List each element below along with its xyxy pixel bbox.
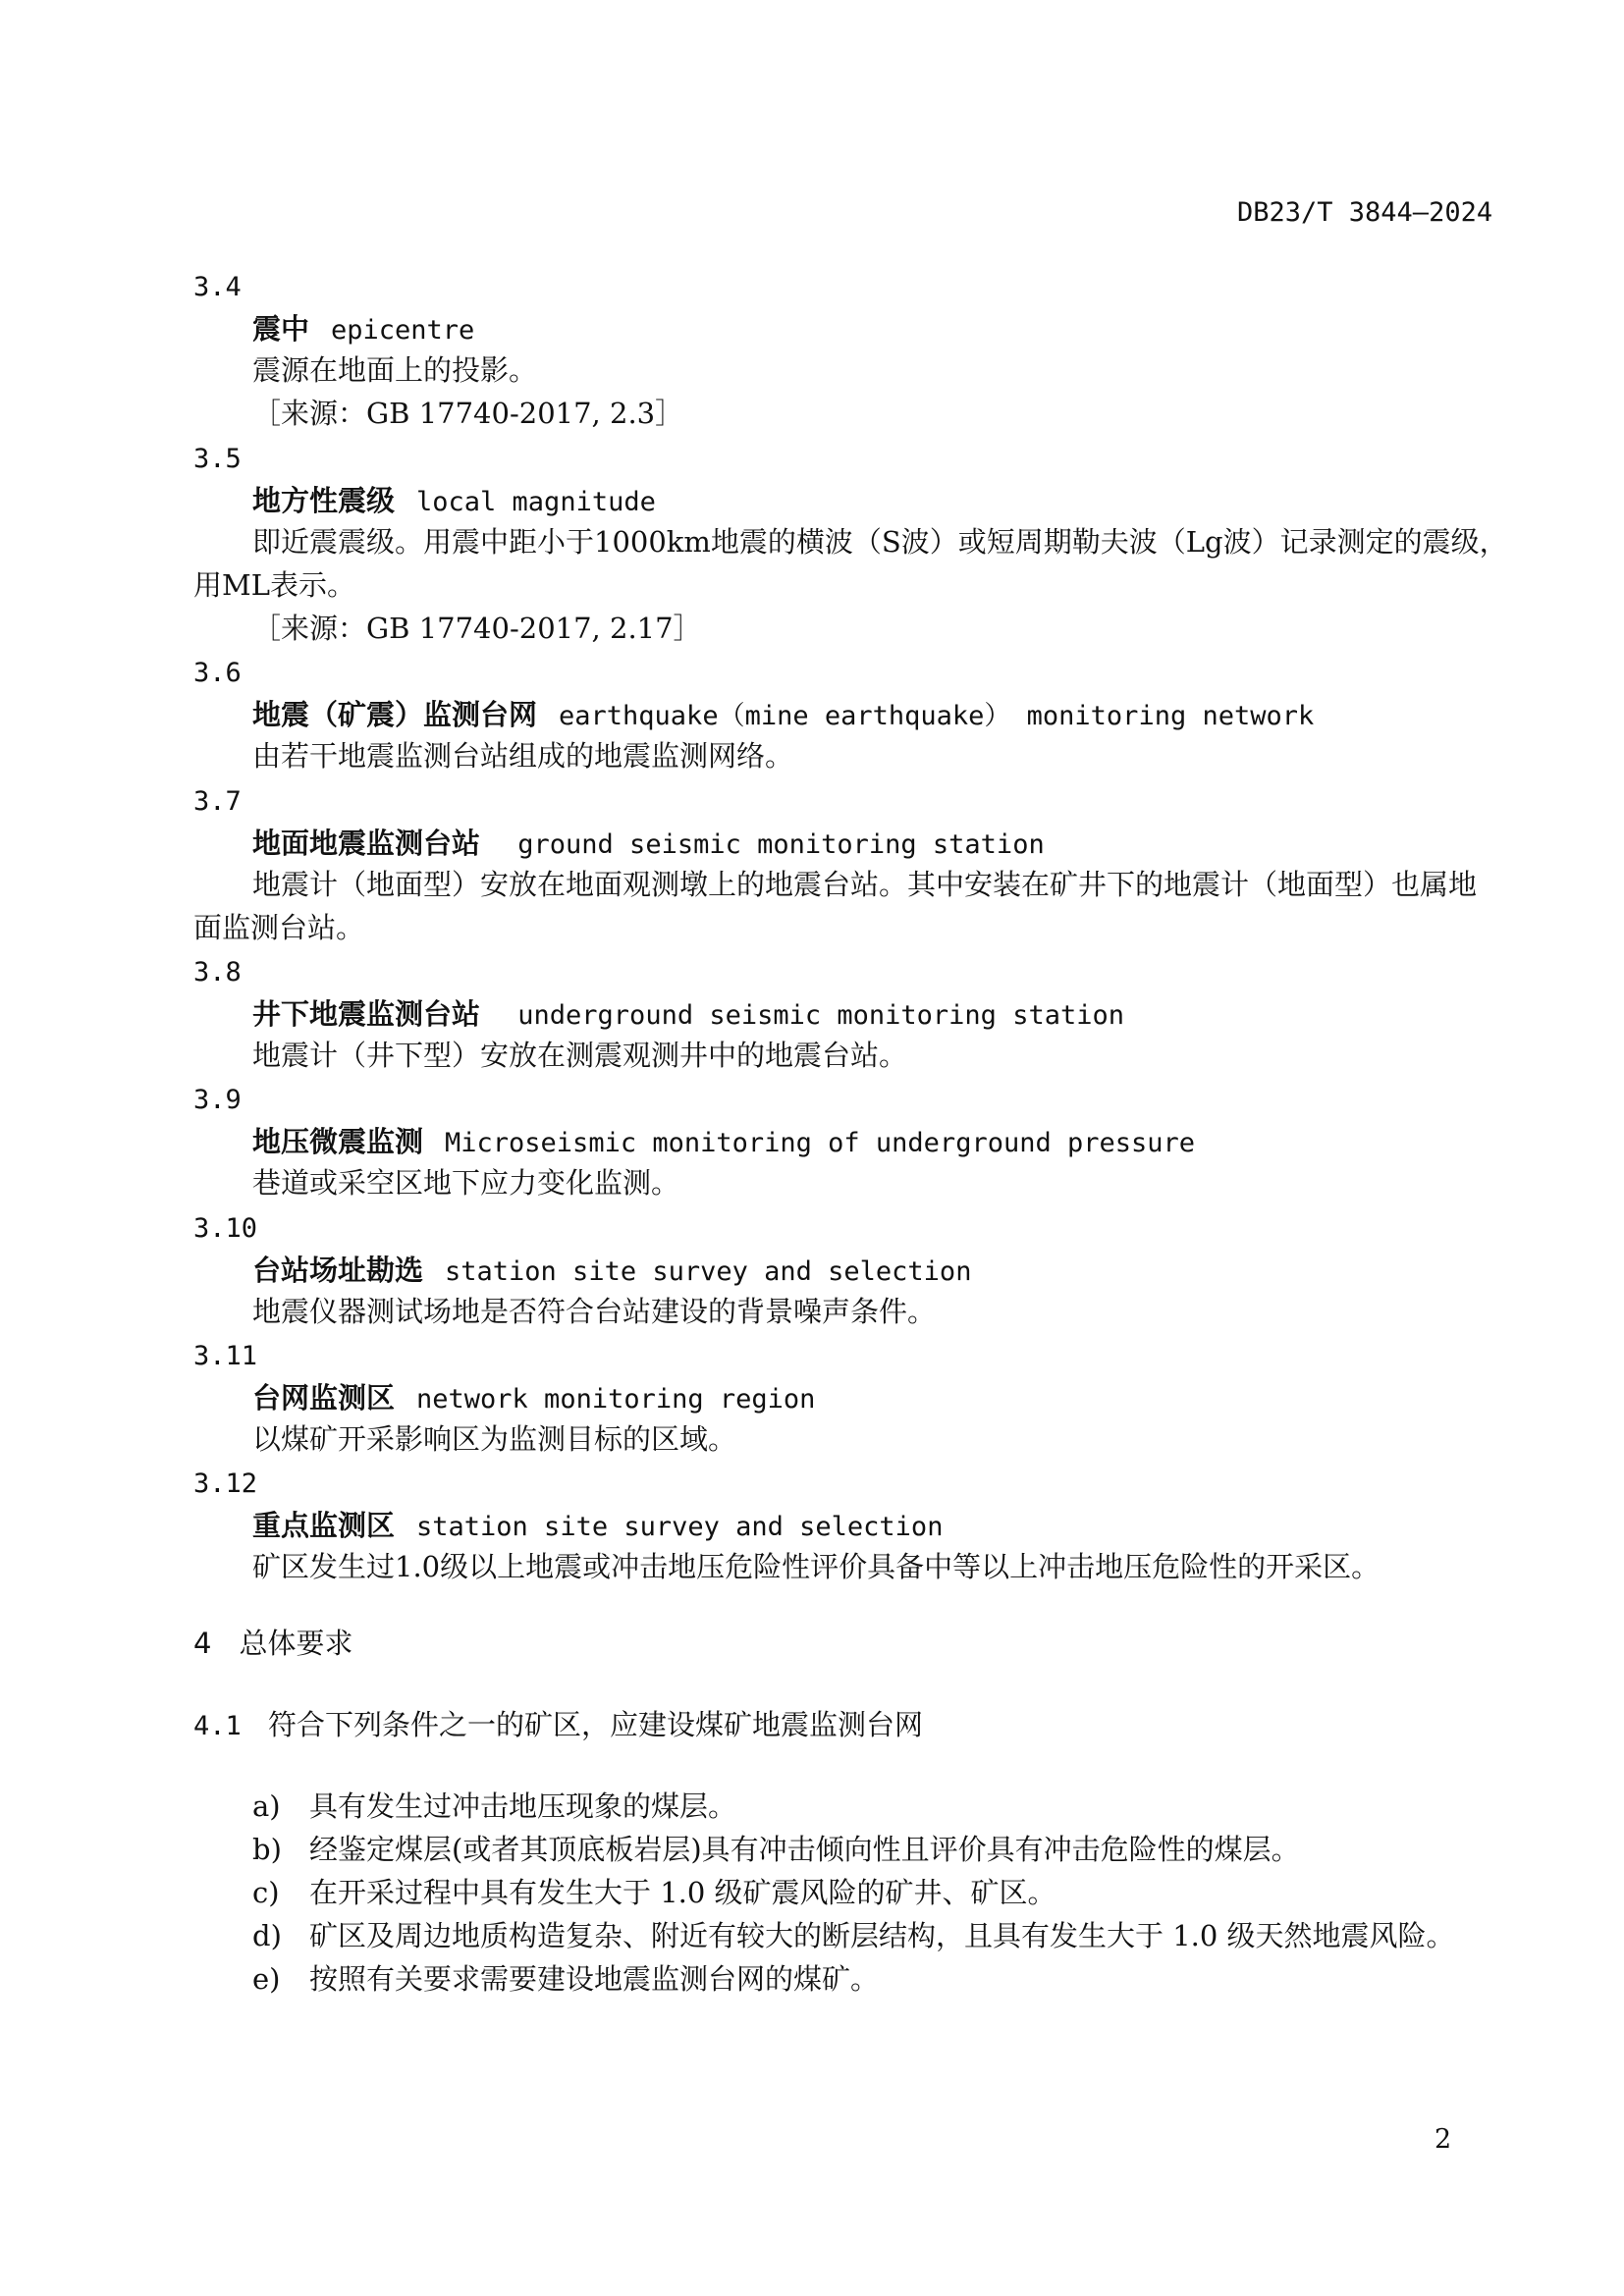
term-zh: 地面地震监测台站 [252,827,481,860]
term-en: network monitoring region [416,1384,816,1415]
list-item [252,1919,1455,1952]
term-number: 3.8 [193,957,242,988]
section-title: 总体要求 [239,1627,353,1660]
list-text: 矿区及周边地质构造复杂、附近有较大的断层结构，且具有发生大于 1.0 级天然地震风险。 [309,1919,1455,1952]
list-text: 在开采过程中具有发生大于 1.0 级矿震风险的矿井、矿区。 [309,1876,1056,1909]
doc-code: DB23/T 3844—2024 [1237,197,1493,228]
term-number: 3.10 [193,1213,258,1244]
subsection-title: 符合下列条件之一的矿区，应建设煤矿地震监测台网 [268,1708,924,1741]
term-en: underground seismic monitoring station [502,1000,1124,1031]
term-heading [252,997,1124,1031]
subsection-number: 4.1 [193,1711,242,1741]
term-en: local magnitude [416,487,656,517]
term-en: earthquake（mine earthquake） monitoring network [559,701,1315,731]
term-definition: 矿区发生过1.0级以上地震或冲击地压危险性评价具备中等以上冲击地压危险性的开采区。 [252,1550,1380,1583]
term-zh: 震中 [252,312,310,346]
term-zh: 台站场址勘选 [252,1254,424,1287]
term-definition: 即近震震级。用震中距小于1000km地震的横波（S波）或短周期勒夫波（Lg波）记录测定的震级， [252,525,1508,559]
term-number: 3.7 [193,786,242,817]
list-item [252,1876,1056,1909]
term-heading [252,1125,1196,1158]
list-label: d) [252,1919,282,1952]
list-label: b) [252,1833,282,1866]
term-number: 3.4 [193,272,242,302]
list-label: a) [252,1789,281,1823]
term-heading [252,1381,816,1415]
list-text: 具有发生过冲击地压现象的煤层。 [309,1789,737,1823]
section-number: 4 [193,1627,212,1660]
section-heading [193,1629,352,1658]
term-zh: 地震（矿震）监测台网 [252,698,538,731]
term-number: 3.9 [193,1085,242,1115]
term-zh: 重点监测区 [252,1509,396,1542]
term-definition: 地震计（井下型）安放在测震观测井中的地震台站。 [252,1039,908,1072]
term-definition: 震源在地面上的投影。 [252,353,538,387]
term-en: Microseismic monitoring of underground pressure [445,1128,1196,1158]
page-number: 2 [1435,2124,1452,2155]
term-definition: 地震计（地面型）安放在地面观测墩上的地震台站。其中安装在矿井下的地震计（地面型）也属地 [252,868,1478,901]
term-definition-cont: 面监测台站。 [193,911,365,944]
term-heading [252,312,475,346]
term-definition-cont: 用ML表示。 [193,568,355,602]
term-heading [252,829,1045,858]
subsection-heading [193,1708,924,1741]
list-label: e) [252,1962,281,1996]
list-item [252,1789,737,1823]
term-definition: 巷道或采空区地下应力变化监测。 [252,1166,680,1200]
term-heading [252,1509,944,1542]
term-en: station site survey and selection [416,1512,944,1542]
term-heading [252,698,1315,731]
term-en: ground seismic monitoring station [502,829,1045,860]
term-heading [252,484,656,517]
list-item [252,1962,880,1996]
term-number: 3.12 [193,1468,258,1499]
term-zh: 井下地震监测台站 [252,997,481,1031]
list-text: 经鉴定煤层(或者其顶底板岩层)具有冲击倾向性且评价具有冲击危险性的煤层。 [309,1833,1300,1866]
list-text: 按照有关要求需要建设地震监测台网的煤矿。 [309,1962,880,1996]
term-zh: 地方性震级 [252,484,396,517]
term-zh: 地压微震监测 [252,1125,424,1158]
term-number: 3.5 [193,444,242,474]
term-definition: 地震仪器测试场地是否符合台站建设的背景噪声条件。 [252,1295,937,1328]
term-definition: 以煤矿开采影响区为监测目标的区域。 [252,1422,737,1456]
list-item [252,1833,1300,1866]
term-zh: 台网监测区 [252,1381,396,1415]
term-source: ［来源：GB 17740-2017, 2.17］ [252,612,702,645]
term-en: station site survey and selection [445,1256,972,1287]
term-source: ［来源：GB 17740-2017, 2.3］ [252,397,684,430]
term-definition: 由若干地震监测台站组成的地震监测网络。 [252,739,794,773]
term-number: 3.11 [193,1341,258,1371]
term-heading [252,1256,971,1285]
term-en: epicentre [331,315,475,346]
term-number: 3.6 [193,658,242,688]
list-label: c) [252,1876,280,1909]
